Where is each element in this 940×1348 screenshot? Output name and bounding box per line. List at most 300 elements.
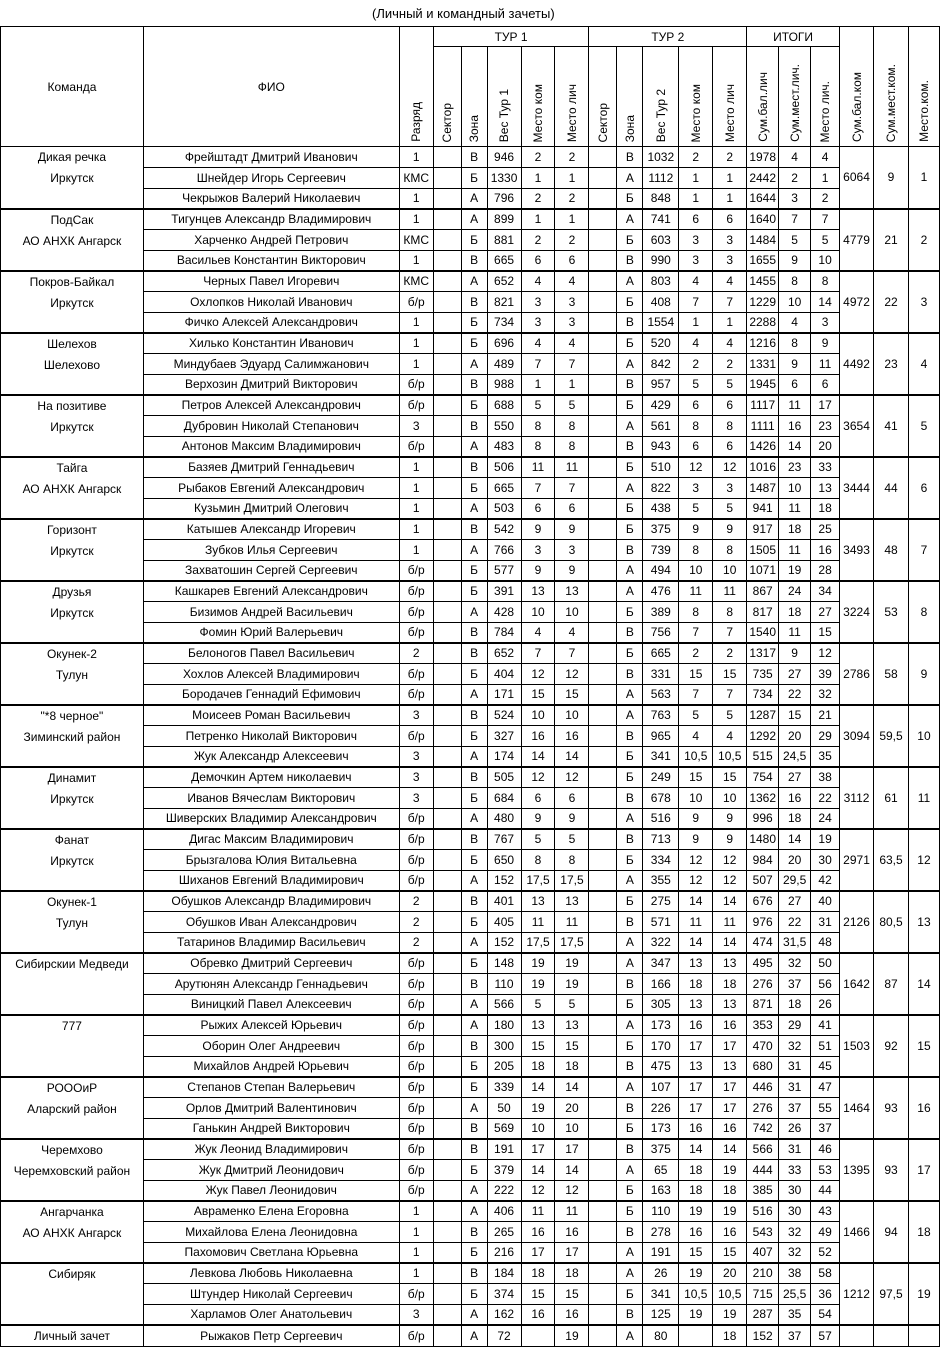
cell-w1: 767: [487, 829, 521, 850]
participant-name: Оборин Олег Андреевич: [143, 1036, 399, 1057]
team-cell: [1, 581, 144, 643]
sector-cell: [589, 292, 617, 313]
header-tour2: ТУР 2: [589, 27, 747, 47]
cell-rank: 1: [399, 189, 433, 209]
cell-z2: А: [617, 685, 643, 705]
sector-cell: [589, 375, 617, 395]
cell-z2: Б: [617, 995, 643, 1015]
cell-sm: 5: [779, 230, 811, 251]
cell-pc1: 13: [521, 581, 555, 602]
team-city: Иркутск: [50, 853, 94, 868]
team-cell: [1, 147, 144, 209]
sector-cell: [433, 561, 461, 581]
cell-z2: А: [617, 271, 643, 292]
cell-pc1: 17,5: [521, 871, 555, 891]
cell-w1: 1330: [487, 168, 521, 189]
sector-cell: [589, 1305, 617, 1325]
sector-cell: [433, 1284, 461, 1305]
cell-ml: 10: [811, 251, 840, 271]
cell-pl1: 10: [555, 1119, 589, 1139]
participant-name: Петренко Николай Викторович: [143, 726, 399, 747]
header-sum-place-team: Сум.мест.ком.: [874, 27, 909, 147]
team-name: "*8 черное": [40, 708, 104, 723]
cell-w2: 275: [643, 891, 679, 912]
cell-pl2: 15: [713, 767, 747, 788]
team-place: 19: [908, 1263, 939, 1325]
cell-ml: 6: [811, 375, 840, 395]
cell-ml: 26: [811, 995, 840, 1015]
cell-w2: 603: [643, 230, 679, 251]
cell-z1: А: [461, 499, 487, 519]
cell-ml: 46: [811, 1139, 840, 1160]
table-row: [1, 209, 940, 230]
cell-pl2: 9: [713, 519, 747, 540]
team-sum-places: 80,5: [874, 891, 909, 953]
sector-cell: [433, 1139, 461, 1160]
cell-w2: 842: [643, 354, 679, 375]
cell-pc2: 3: [679, 251, 713, 271]
team-total-points: 1642: [840, 953, 874, 1015]
sector-cell: [433, 974, 461, 995]
cell-pc2: 7: [679, 685, 713, 705]
team-total-points: 1395: [840, 1139, 874, 1201]
cell-ml: 13: [811, 478, 840, 499]
cell-sb: 817: [747, 602, 779, 623]
cell-pc2: 16: [679, 1222, 713, 1243]
participant-name: Базяев Дмитрий Геннадьевич: [143, 457, 399, 478]
sector-cell: [589, 747, 617, 767]
team-city: Иркутск: [50, 295, 94, 310]
cell-z2: В: [617, 375, 643, 395]
cell-sb: 1229: [747, 292, 779, 313]
participant-name: Жук Александр Алексеевич: [143, 747, 399, 767]
cell-pc2: 9: [679, 519, 713, 540]
cell-sm: 26: [779, 1119, 811, 1139]
cell-sb: 1640: [747, 209, 779, 230]
cell-sb: 2288: [747, 313, 779, 333]
cell-z1: Б: [461, 953, 487, 974]
cell-rank: 1: [399, 147, 433, 168]
sector-cell: [589, 251, 617, 271]
cell-w2: 355: [643, 871, 679, 891]
cell-pl1: 1: [555, 168, 589, 189]
empty-cell: [840, 1325, 874, 1347]
participant-name: Фичко Алексей Александрович: [143, 313, 399, 333]
cell-sb: 287: [747, 1305, 779, 1325]
team-city: Иркутск: [50, 605, 94, 620]
cell-sm: 24,5: [779, 747, 811, 767]
sector-cell: [589, 705, 617, 726]
cell-w1: 148: [487, 953, 521, 974]
cell-sm: 9: [779, 354, 811, 375]
cell-w2: 848: [643, 189, 679, 209]
cell-pc2: 8: [679, 602, 713, 623]
cell-rank: б/р: [399, 809, 433, 829]
cell-w1: 566: [487, 995, 521, 1015]
cell-z1: В: [461, 1222, 487, 1243]
sector-cell: [589, 519, 617, 540]
participant-name: Харченко Андрей Петрович: [143, 230, 399, 251]
team-city: АО АНХК Ангарск: [22, 233, 122, 248]
cell-pc2: 8: [679, 540, 713, 561]
participant-name: Виницкий Павел Алексеевич: [143, 995, 399, 1015]
cell-z2: В: [617, 540, 643, 561]
cell-pl1: 14: [555, 1160, 589, 1181]
cell-pc1: 5: [521, 995, 555, 1015]
cell-sb: 917: [747, 519, 779, 540]
cell-pc2: 11: [679, 912, 713, 933]
team-place: 10: [908, 705, 939, 767]
table-row: [1, 1263, 940, 1284]
team-name: РОООиР: [46, 1080, 98, 1095]
cell-ml: 20: [811, 437, 840, 457]
cell-sm: 16: [779, 788, 811, 809]
cell-z2: Б: [617, 747, 643, 767]
cell-z2: А: [617, 809, 643, 829]
cell-rank: б/р: [399, 1325, 433, 1347]
cell-rank: б/р: [399, 871, 433, 891]
sector-cell: [433, 499, 461, 519]
cell-ml: 15: [811, 623, 840, 643]
cell-pl2: 10,5: [713, 1284, 747, 1305]
cell-w2: 389: [643, 602, 679, 623]
cell-pc2: 10: [679, 788, 713, 809]
table-row: [1, 1015, 940, 1036]
cell-pc1: 7: [521, 354, 555, 375]
cell-z2: А: [617, 1243, 643, 1263]
cell-w2: 741: [643, 209, 679, 230]
cell-pc1: 1: [521, 375, 555, 395]
cell-ml: 28: [811, 561, 840, 581]
participant-name: Обушков Александр Владимирович: [143, 891, 399, 912]
cell-sb: 1540: [747, 623, 779, 643]
team-place: 6: [908, 457, 939, 519]
cell-z1: В: [461, 1139, 487, 1160]
cell-sm: 7: [779, 209, 811, 230]
cell-pc2: 5: [679, 499, 713, 519]
sector-cell: [589, 271, 617, 292]
cell-z2: А: [617, 478, 643, 499]
cell-sm: 24: [779, 581, 811, 602]
team-city: Черемховский район: [13, 1163, 131, 1178]
team-sum-places: 92: [874, 1015, 909, 1077]
cell-w1: 684: [487, 788, 521, 809]
cell-w1: 191: [487, 1139, 521, 1160]
cell-pl1: 18: [555, 1057, 589, 1077]
cell-sm: 31: [779, 1077, 811, 1098]
sector-cell: [589, 1222, 617, 1243]
cell-w1: 650: [487, 850, 521, 871]
cell-sm: 19: [779, 561, 811, 581]
cell-pl1: 14: [555, 747, 589, 767]
cell-z2: Б: [617, 519, 643, 540]
header-place-team-2: Место ком: [679, 47, 713, 147]
page-subtitle: [0, 4, 940, 24]
cell-pl2: 10: [713, 788, 747, 809]
sector-cell: [433, 333, 461, 354]
cell-sm: 35: [779, 1305, 811, 1325]
cell-pl2: 15: [713, 1243, 747, 1263]
cell-sb: 1362: [747, 788, 779, 809]
cell-z1: А: [461, 1305, 487, 1325]
cell-pl1: 13: [555, 581, 589, 602]
cell-ml: 4: [811, 147, 840, 168]
sector-cell: [589, 416, 617, 437]
cell-pc1: 1: [521, 209, 555, 230]
cell-z2: В: [617, 1098, 643, 1119]
cell-z1: В: [461, 623, 487, 643]
sector-cell: [433, 912, 461, 933]
cell-ml: 14: [811, 292, 840, 313]
team-sum-places: 9: [874, 147, 909, 209]
cell-sb: 1487: [747, 478, 779, 499]
cell-pc1: 14: [521, 1160, 555, 1181]
sector-cell: [433, 602, 461, 623]
sector-cell: [589, 891, 617, 912]
results-body: [1, 147, 940, 1347]
cell-sb: 446: [747, 1077, 779, 1098]
cell-z2: Б: [617, 395, 643, 416]
participant-name: Бородачев Геннадий Ефимович: [143, 685, 399, 705]
cell-z2: В: [617, 147, 643, 168]
participant-name: Фомин Юрий Валерьевич: [143, 623, 399, 643]
cell-pl1: 5: [555, 395, 589, 416]
cell-pc2: 10: [679, 561, 713, 581]
cell-pc2: 17: [679, 1077, 713, 1098]
cell-pl2: 5: [713, 705, 747, 726]
team-sum-places: 63,5: [874, 829, 909, 891]
participant-name: Обушков Иван Александрович: [143, 912, 399, 933]
cell-pl1: 7: [555, 354, 589, 375]
sector-cell: [589, 1243, 617, 1263]
cell-w1: 542: [487, 519, 521, 540]
cell-ml: 17: [811, 395, 840, 416]
cell-w1: 404: [487, 664, 521, 685]
team-place: 8: [908, 581, 939, 643]
cell-pc1: 13: [521, 1015, 555, 1036]
sector-cell: [589, 912, 617, 933]
cell-z2: В: [617, 912, 643, 933]
cell-pc1: 4: [521, 271, 555, 292]
cell-sb: 715: [747, 1284, 779, 1305]
cell-z1: А: [461, 809, 487, 829]
cell-w1: 696: [487, 333, 521, 354]
participant-name: Орлов Дмитрий Валентинович: [143, 1098, 399, 1119]
cell-w1: 401: [487, 891, 521, 912]
cell-sb: 735: [747, 664, 779, 685]
cell-pc1: 10: [521, 1119, 555, 1139]
cell-pl1: 19: [555, 953, 589, 974]
cell-z2: А: [617, 354, 643, 375]
header-place-pers-2: Место лич: [713, 47, 747, 147]
cell-ml: 57: [811, 1325, 840, 1347]
cell-ml: 38: [811, 767, 840, 788]
cell-rank: 1: [399, 1243, 433, 1263]
cell-pl2: 12: [713, 457, 747, 478]
cell-pl2: 13: [713, 953, 747, 974]
cell-pl1: 20: [555, 1098, 589, 1119]
cell-ml: 51: [811, 1036, 840, 1057]
table-row: [1, 767, 940, 788]
participant-name: Катышев Александр Игоревич: [143, 519, 399, 540]
sector-cell: [589, 189, 617, 209]
team-name: Горизонт: [46, 522, 97, 537]
sector-cell: [433, 540, 461, 561]
cell-pl2: 2: [713, 354, 747, 375]
cell-pl1: 15: [555, 1036, 589, 1057]
cell-ml: 18: [811, 499, 840, 519]
cell-pl2: 8: [713, 540, 747, 561]
cell-ml: 16: [811, 540, 840, 561]
cell-z1: Б: [461, 664, 487, 685]
cell-pc1: 7: [521, 478, 555, 499]
cell-pc1: 15: [521, 685, 555, 705]
cell-rank: б/р: [399, 561, 433, 581]
cell-w1: 152: [487, 871, 521, 891]
cell-pc1: 15: [521, 1036, 555, 1057]
cell-pl1: 15: [555, 1284, 589, 1305]
cell-w1: 766: [487, 540, 521, 561]
cell-z1: Б: [461, 1057, 487, 1077]
cell-w2: 763: [643, 705, 679, 726]
cell-z1: Б: [461, 1077, 487, 1098]
cell-pc2: 13: [679, 1057, 713, 1077]
sector-cell: [589, 685, 617, 705]
cell-z1: Б: [461, 850, 487, 871]
participant-name: Миндубаев Эдуард Салимжанович: [143, 354, 399, 375]
empty-cell: [908, 1325, 939, 1347]
cell-pc2: 5: [679, 375, 713, 395]
cell-z1: Б: [461, 333, 487, 354]
cell-rank: б/р: [399, 995, 433, 1015]
cell-pl2: 17: [713, 1098, 747, 1119]
cell-w2: 561: [643, 416, 679, 437]
cell-pl1: 19: [555, 974, 589, 995]
cell-rank: б/р: [399, 829, 433, 850]
cell-sm: 6: [779, 375, 811, 395]
sector-cell: [433, 933, 461, 953]
cell-w1: 796: [487, 189, 521, 209]
cell-pl1: 4: [555, 271, 589, 292]
cell-pl1: 3: [555, 540, 589, 561]
cell-w2: 249: [643, 767, 679, 788]
team-place: 2: [908, 209, 939, 271]
sector-cell: [589, 1263, 617, 1284]
cell-rank: 2: [399, 912, 433, 933]
team-place: 11: [908, 767, 939, 829]
sector-cell: [433, 685, 461, 705]
team-place: 14: [908, 953, 939, 1015]
cell-ml: 40: [811, 891, 840, 912]
sector-cell: [433, 1243, 461, 1263]
cell-pc2: 1: [679, 313, 713, 333]
team-name: ПодСак: [50, 212, 94, 227]
cell-sb: 543: [747, 1222, 779, 1243]
cell-sm: 32: [779, 1222, 811, 1243]
sector-cell: [433, 891, 461, 912]
team-name: Окунек-2: [46, 646, 97, 661]
cell-sb: 1644: [747, 189, 779, 209]
cell-z2: Б: [617, 1201, 643, 1222]
cell-pc1: 10: [521, 602, 555, 623]
header-weight-2: Вес Тур 2: [643, 47, 679, 147]
cell-w1: 569: [487, 1119, 521, 1139]
sector-cell: [589, 871, 617, 891]
cell-pl1: 16: [555, 726, 589, 747]
cell-pl1: 5: [555, 995, 589, 1015]
cell-pc2: 4: [679, 333, 713, 354]
cell-w2: 665: [643, 643, 679, 664]
cell-pc2: 4: [679, 271, 713, 292]
cell-z2: Б: [617, 230, 643, 251]
team-cell: [1, 1201, 144, 1263]
cell-pc1: 14: [521, 1077, 555, 1098]
table-row: [1, 147, 940, 168]
cell-ml: 50: [811, 953, 840, 974]
cell-pl2: 18: [713, 974, 747, 995]
cell-ml: 31: [811, 912, 840, 933]
cell-z2: В: [617, 313, 643, 333]
cell-pl2: 2: [713, 643, 747, 664]
sector-cell: [433, 1057, 461, 1077]
header-rank: Разряд: [399, 27, 433, 147]
team-name: Динамит: [47, 770, 97, 785]
cell-z1: А: [461, 1015, 487, 1036]
cell-pc1: 19: [521, 974, 555, 995]
cell-z2: А: [617, 1325, 643, 1347]
cell-pl2: 7: [713, 685, 747, 705]
cell-w2: 957: [643, 375, 679, 395]
cell-pl1: 11: [555, 912, 589, 933]
sector-cell: [589, 933, 617, 953]
cell-sm: 22: [779, 912, 811, 933]
cell-z2: Б: [617, 850, 643, 871]
cell-w1: 734: [487, 313, 521, 333]
cell-w1: 222: [487, 1181, 521, 1201]
sector-cell: [589, 147, 617, 168]
cell-pl2: 4: [713, 333, 747, 354]
cell-sb: 734: [747, 685, 779, 705]
cell-pc2: 1: [679, 189, 713, 209]
cell-pl1: 17: [555, 1139, 589, 1160]
team-city: [1, 1285, 143, 1306]
cell-sm: 27: [779, 891, 811, 912]
cell-sm: 4: [779, 147, 811, 168]
team-city: Иркутск: [50, 171, 94, 185]
cell-ml: 48: [811, 933, 840, 953]
cell-w2: 226: [643, 1098, 679, 1119]
sector-cell: [433, 664, 461, 685]
cell-pl2: 16: [713, 1119, 747, 1139]
sector-cell: [433, 457, 461, 478]
cell-sm: 22: [779, 685, 811, 705]
table-row: [1, 1201, 940, 1222]
cell-pc1: 8: [521, 850, 555, 871]
cell-w2: 429: [643, 395, 679, 416]
cell-w1: 339: [487, 1077, 521, 1098]
cell-z1: А: [461, 1181, 487, 1201]
cell-z1: В: [461, 891, 487, 912]
cell-sb: 1317: [747, 643, 779, 664]
participant-name: Степанов Степан Валерьевич: [143, 1077, 399, 1098]
header-weight-1: Вес Тур 1: [487, 47, 521, 147]
sector-cell: [589, 995, 617, 1015]
header-sum-pts-team: Сум.бал.ком: [840, 27, 874, 147]
cell-ml: 29: [811, 726, 840, 747]
cell-w2: 943: [643, 437, 679, 457]
cell-rank: б/р: [399, 685, 433, 705]
cell-sm: 31: [779, 1139, 811, 1160]
